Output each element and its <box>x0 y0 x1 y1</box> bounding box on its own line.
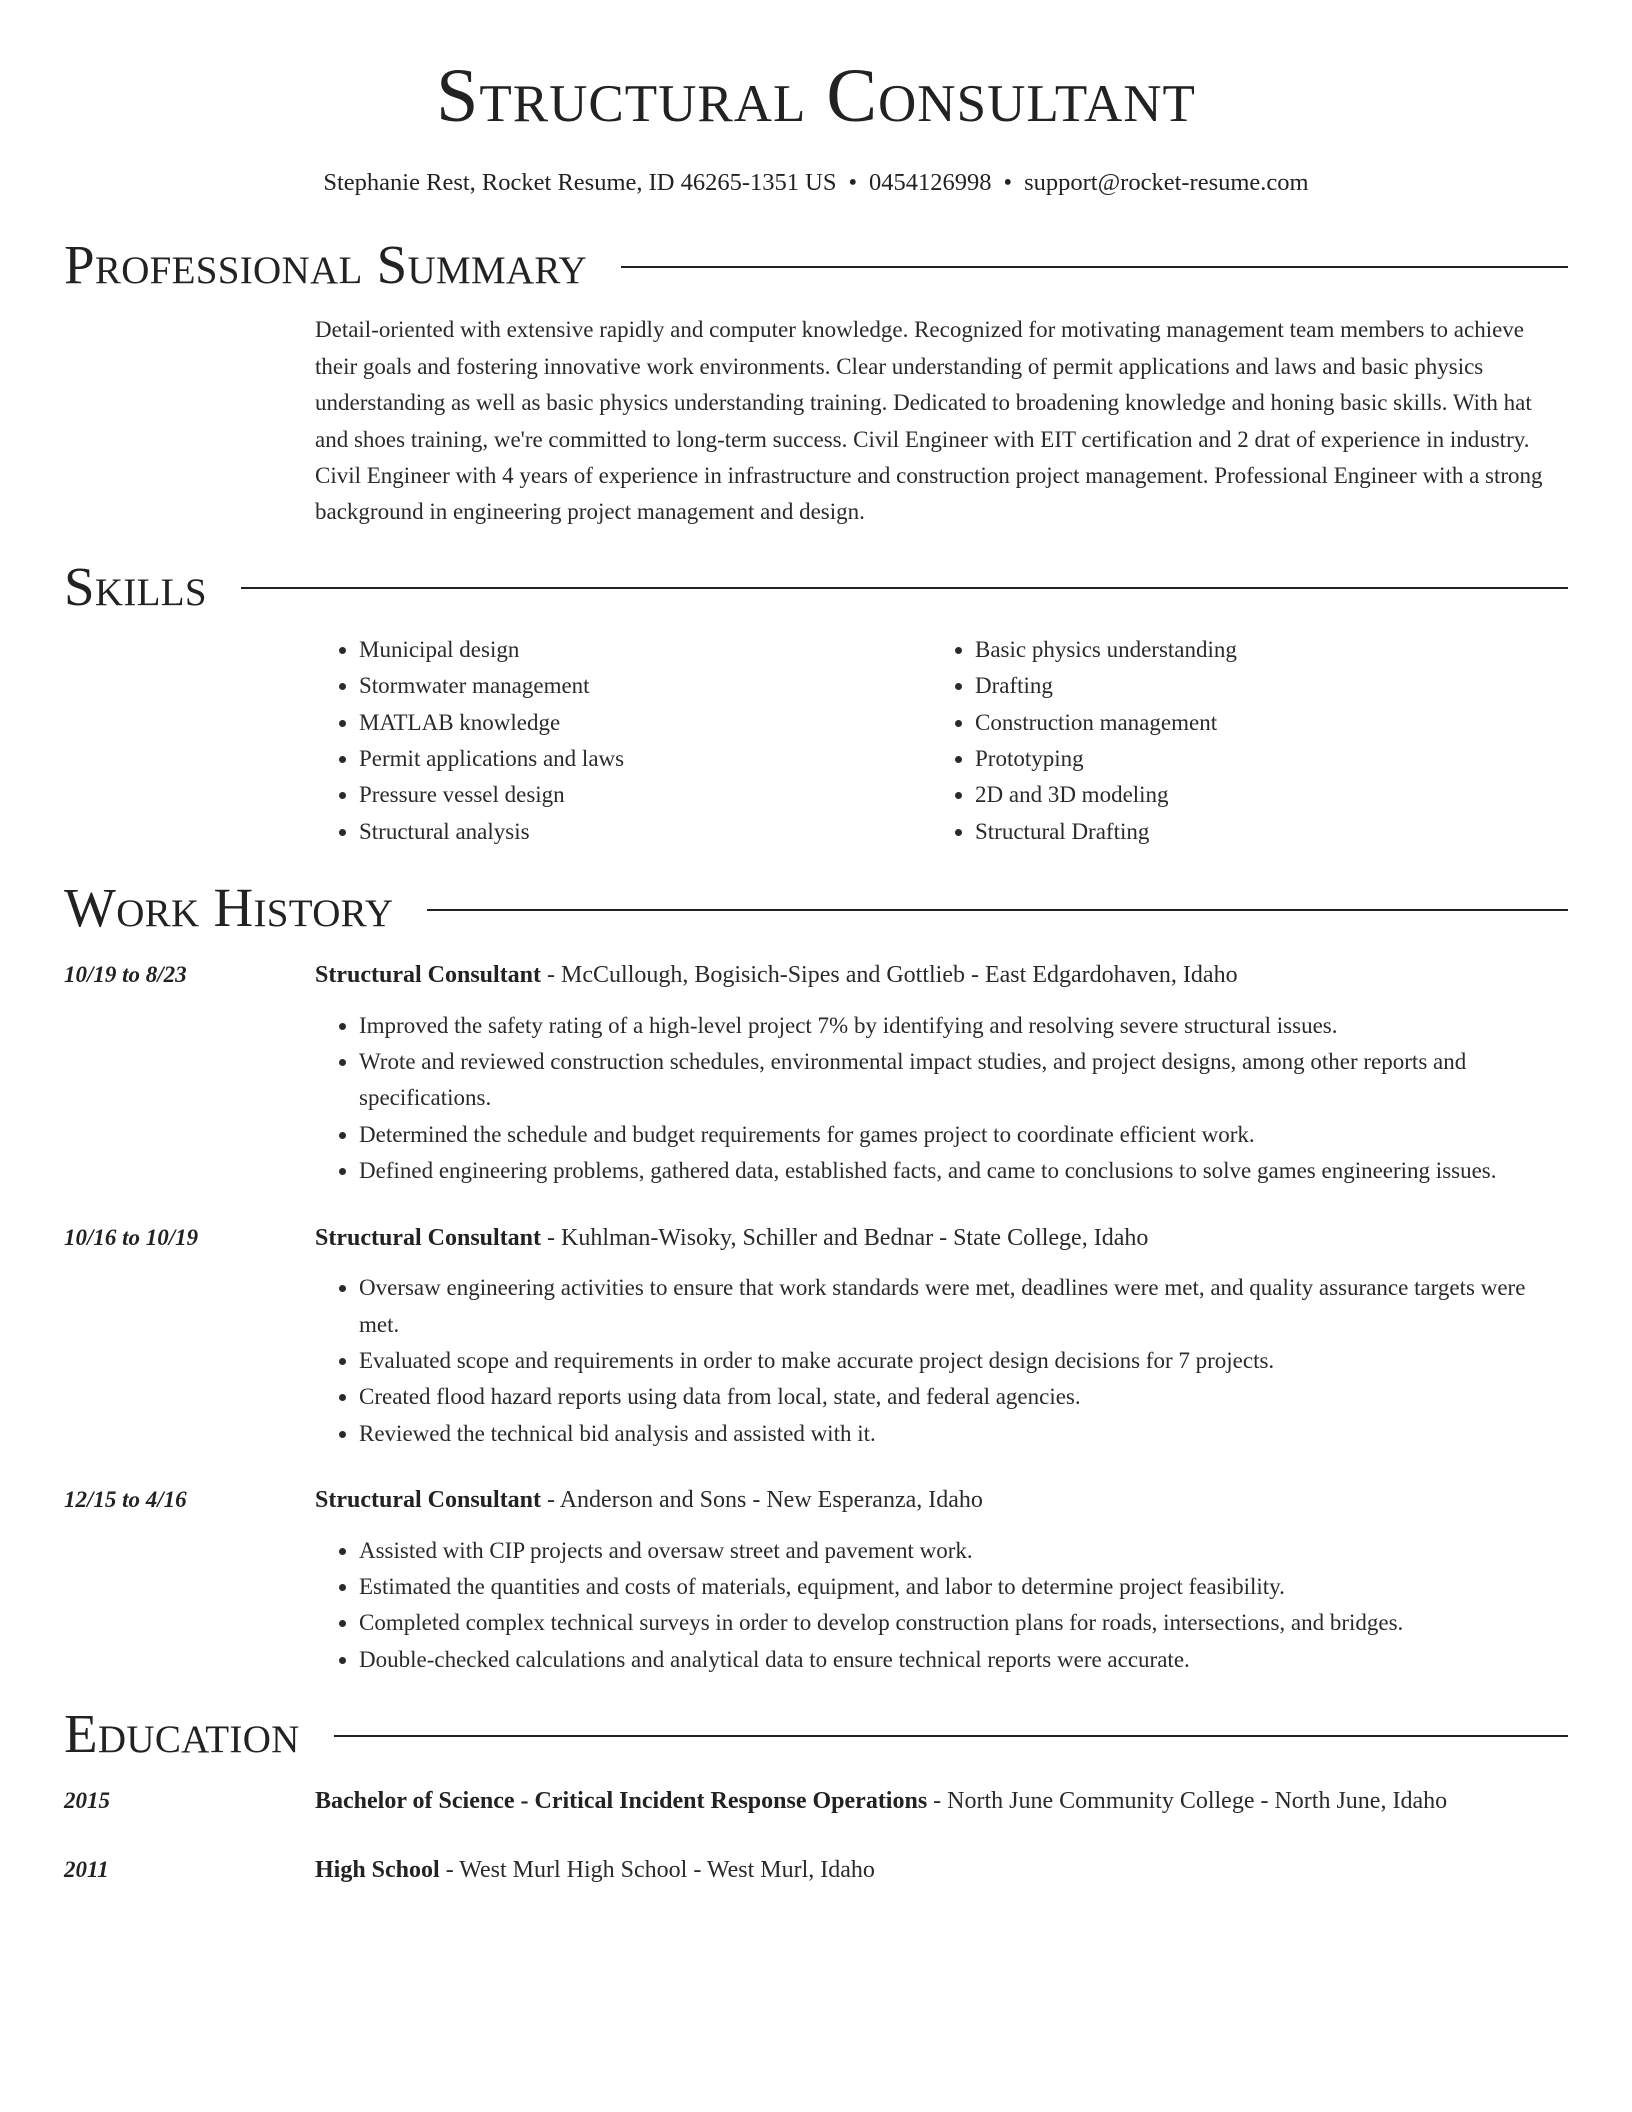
job-bullet: • Double-checked calculations and analytical data to ensure technical reports were accurate. <box>359 1642 1568 1678</box>
job-details: - Kuhlman-Wisoky, Schiller and Bednar - State College, Idaho <box>541 1224 1149 1251</box>
skills-list <box>315 632 1568 850</box>
skill-item: • Construction management <box>975 705 1547 741</box>
education-section-header <box>64 1703 1568 1765</box>
job-role: Structural Consultant <box>315 962 542 989</box>
education-body <box>315 1852 1568 1888</box>
skill-item: • Drafting <box>975 668 1547 704</box>
resume-title: Structural Consultant <box>436 54 1196 138</box>
job-entry <box>64 1482 1568 1678</box>
job-entry <box>64 957 1568 1189</box>
education-heading: Education <box>64 1703 300 1765</box>
skill-item: • Structural analysis <box>359 814 931 850</box>
job-body <box>315 1482 1568 1678</box>
education-body <box>315 1783 1568 1819</box>
contact-phone: 0454126998 <box>869 169 992 196</box>
job-entry <box>64 1220 1568 1452</box>
work-heading: Work History <box>64 877 394 939</box>
contact-separator: • <box>1003 169 1013 196</box>
job-bullet: • Estimated the quantities and costs of materials, equipment, and labor to determine project feasibility. <box>359 1569 1568 1605</box>
skill-item: • Stormwater management <box>359 668 931 704</box>
summary-section-header <box>64 234 1568 296</box>
job-dates: 12/15 to 4/16 <box>64 1487 187 1513</box>
skill-item: • Pressure vessel design <box>359 777 931 813</box>
skills-column-right <box>931 632 1547 850</box>
education-year: 2011 <box>64 1856 109 1882</box>
skills-section-header <box>64 555 1568 617</box>
job-dates: 10/19 to 8/23 <box>64 962 187 988</box>
skill-item: • 2D and 3D modeling <box>975 777 1547 813</box>
job-body <box>315 1220 1568 1452</box>
job-details: - McCullough, Bogisich-Sipes and Gottlieb - East Edgardohaven, Idaho <box>541 962 1238 989</box>
summary-heading: Professional Summary <box>64 234 588 296</box>
job-bullet: • Evaluated scope and requirements in order to make accurate project design decisions for 7 projects. <box>359 1343 1568 1379</box>
work-section-header <box>64 877 1568 939</box>
skill-item: • Basic physics understanding <box>975 632 1547 668</box>
job-bullets <box>315 1008 1568 1190</box>
education-degree: High School <box>315 1856 440 1883</box>
job-bullet: • Determined the schedule and budget requirements for games project to coordinate efficient work. <box>359 1117 1568 1153</box>
skills-heading: Skills <box>64 555 207 617</box>
section-divider <box>241 587 1568 589</box>
contact-address: Stephanie Rest, Rocket Resume, ID 46265-1351 US <box>323 169 837 196</box>
job-bullet: • Assisted with CIP projects and oversaw street and pavement work. <box>359 1533 1568 1569</box>
job-bullet: • Oversaw engineering activities to ensure that work standards were met, deadlines were met, and quality assurance targets were met. <box>359 1270 1568 1343</box>
education-year: 2015 <box>64 1788 110 1814</box>
education-details: - West Murl High School - West Murl, Idaho <box>439 1856 875 1883</box>
section-divider <box>621 266 1568 268</box>
skill-item: • Structural Drafting <box>975 814 1547 850</box>
skill-item: • Prototyping <box>975 741 1547 777</box>
education-degree: Bachelor of Science - Critical Incident Response Operations <box>315 1788 928 1815</box>
summary-text: Detail-oriented with extensive rapidly and computer knowledge. Recognized for motivating management team members to achieve their goals and fostering innovative work environments. Clear understanding of permit applications and laws and basic physics understanding as well as basic physics understanding training. Dedicated to broadening knowledge and honing basic skills. With hat and shoes training, we're committed to long-term success. Civil Engineer with EIT certification and 2 drat of experience in industry. Civil Engineer with 4 years of experience in infrastructure and construction project management. Professional Engineer with a strong background in engineering project management and design. <box>315 317 1543 525</box>
job-heading <box>315 957 1568 993</box>
contact-separator: • <box>848 169 858 196</box>
job-details: - Anderson and Sons - New Esperanza, Idaho <box>541 1487 983 1514</box>
job-bullets <box>315 1533 1568 1679</box>
skill-item: • MATLAB knowledge <box>359 705 931 741</box>
job-role: Structural Consultant <box>315 1224 542 1251</box>
skills-column-left <box>315 632 931 850</box>
job-bullet: • Completed complex technical surveys in order to develop construction plans for roads, intersections, and bridges. <box>359 1605 1568 1641</box>
job-bullet: • Reviewed the technical bid analysis and assisted with it. <box>359 1416 1568 1452</box>
contact-line <box>64 168 1568 197</box>
skill-item: • Municipal design <box>359 632 931 668</box>
job-bullet: • Wrote and reviewed construction schedules, environmental impact studies, and project designs, among other reports and specifications. <box>359 1044 1568 1117</box>
education-details: - North June Community College - North June, Idaho <box>927 1788 1448 1815</box>
job-dates: 10/16 to 10/19 <box>64 1224 199 1250</box>
job-body <box>315 957 1568 1189</box>
section-divider <box>427 909 1568 911</box>
section-divider <box>334 1735 1568 1737</box>
education-entry <box>64 1852 1568 1888</box>
job-role: Structural Consultant <box>315 1487 542 1514</box>
education-entry <box>64 1783 1568 1819</box>
job-heading <box>315 1220 1568 1256</box>
skill-item: • Permit applications and laws <box>359 741 931 777</box>
job-heading <box>315 1482 1568 1518</box>
contact-email: support@rocket-resume.com <box>1024 169 1309 196</box>
job-bullets <box>315 1270 1568 1452</box>
job-bullet: • Improved the safety rating of a high-level project 7% by identifying and resolving severe structural issues. <box>359 1008 1568 1044</box>
job-bullet: • Created flood hazard reports using data from local, state, and federal agencies. <box>359 1379 1568 1415</box>
job-bullet: • Defined engineering problems, gathered data, established facts, and came to conclusions to solve games engineering issues. <box>359 1153 1568 1189</box>
